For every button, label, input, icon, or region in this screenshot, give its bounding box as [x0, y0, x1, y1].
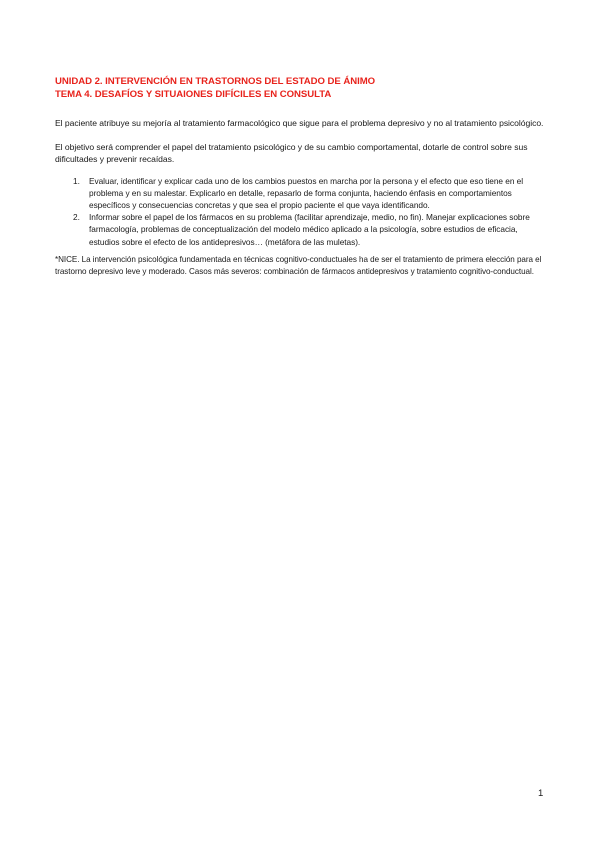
list-item-text: Informar sobre el papel de los fármacos en su problema (facilitar aprendizaje, medio, no fin). Manejar explicaciones sobre farmacología, problemas de conceptualización del modelo médico aplicado a la psicología, sobre estudios de eficacia, estudios sobre el efecto de los antidepresivos… (metáfora de las muletas). [89, 212, 530, 247]
topic-title: TEMA 4. DESAFÍOS Y SITUAIONES DIFÍCILES EN CONSULTA [55, 88, 332, 100]
list-item-number: 1. [73, 175, 80, 186]
unit-title: UNIDAD 2. INTERVENCIÓN EN TRASTORNOS DEL ESTADO DE ÁNIMO [55, 76, 376, 87]
steps-list [55, 175, 547, 248]
page-number: 1 [538, 788, 544, 799]
paragraph-objective: El objetivo será comprender el papel del tratamiento psicológico y de su cambio comportamental, dotarle de control sobre sus dificultades y prevenir recaídas. [55, 142, 528, 165]
list-item-number: 2. [73, 212, 80, 223]
list-item-text: Evaluar, identificar y explicar cada uno de los cambios puestos en marcha por la persona y el efecto que eso tiene en el problema y en su malestar. Explicarlo en detalle, repasarlo de forma conjunta, haciendo énfasis en comportamientos específicos y consecuencias concretas y que sea el propio paciente el que vaya identificando. [89, 175, 523, 211]
paragraph-patient-attribution: El paciente atribuye su mejoría al tratamiento farmacológico que sigue para el problema depresivo y no al tratamiento psicológico. [55, 118, 544, 128]
list-item [55, 175, 547, 212]
list-item [55, 211, 547, 248]
page-content [55, 76, 547, 278]
nice-note: *NICE. La intervención psicológica fundamentada en técnicas cognitivo-conductuales ha de ser el tratamiento de primera elección para el trastorno depresivo leve y moderado. Casos más severos: combinación de fármacos antidepresivos y tratamiento cognitivo-conductual. [55, 254, 542, 277]
